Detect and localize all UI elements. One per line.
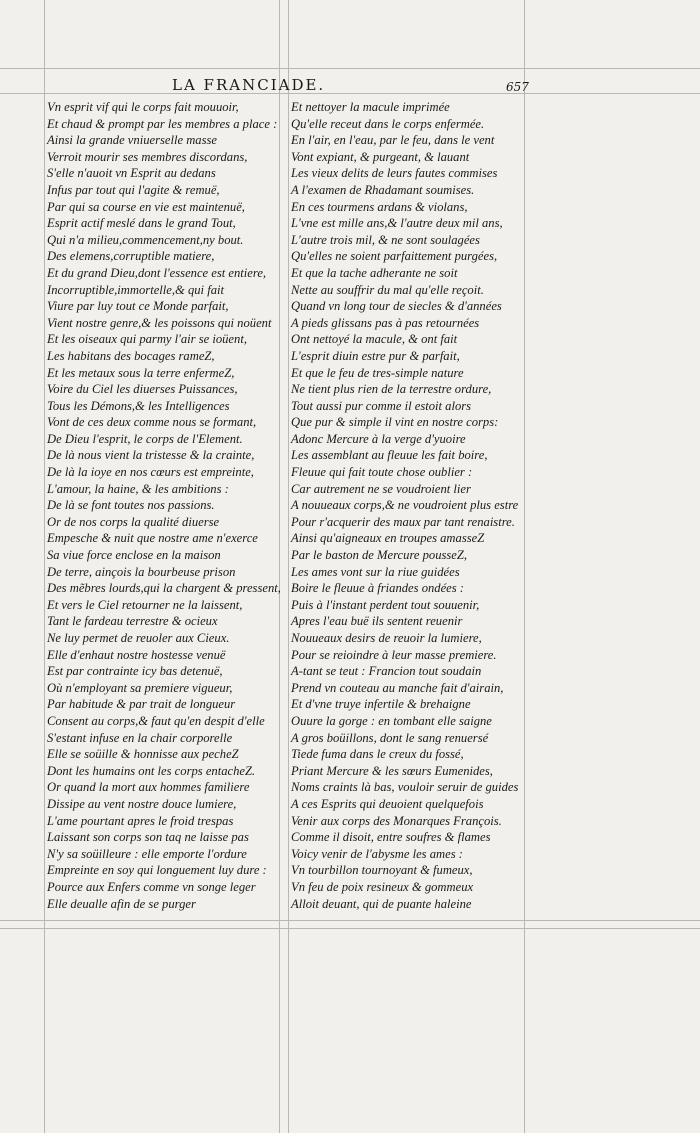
verse-line: A pieds glissans pas à pas retournées — [291, 315, 480, 330]
verse-line: A ces Esprits qui deuoient quelquefois — [291, 796, 484, 811]
verse-line: Alloit deuant, qui de puante haleine — [291, 896, 472, 911]
verse-line: A l'examen de Rhadamant soumises. — [291, 182, 475, 197]
verse-line: Comme il disoit, entre soufres & flames — [291, 830, 491, 845]
verse-line: Et que la tache adherante ne soit — [291, 265, 458, 280]
verse-line: Nouueaux desirs de reuoir la lumiere, — [291, 631, 482, 645]
verse-line: Quand vn long tour de siecles & d'années — [291, 299, 502, 314]
verse-line: Infus par tout qui l'agite & remuë, — [47, 182, 220, 197]
verse-line: Priant Mercure & les sœurs Eumenides, — [291, 763, 493, 778]
verse-line: Tout aussi pur comme il estoit alors — [291, 398, 472, 413]
verse-line: N'y sa soüilleure : elle emporte l'ordure — [47, 846, 247, 861]
verse-line: Empesche & nuit que nostre ame n'exerce — [47, 531, 258, 546]
verse-line: Qui n'a milieu,commencement,ny bout. — [47, 232, 244, 247]
verse-line: S'estant infuse en la chair corporelle — [47, 730, 233, 745]
verse-line: Sa viue force enclose en la maison — [47, 548, 221, 563]
verse-line: Adonc Mercure à la verge d'yuoire — [291, 431, 466, 446]
verse-line: Elle se soüille & honnisse aux pecheZ — [47, 747, 239, 762]
verse-line: L'autre trois mil, & ne sont soulagées — [291, 232, 480, 247]
verse-line: Où n'employant sa premiere vigueur, — [47, 680, 233, 695]
verse-line: Par habitude & par trait de longueur — [47, 697, 236, 712]
verse-line: Tiede fuma dans le creux du fossé, — [291, 747, 464, 762]
margin-rule-left — [44, 0, 45, 1133]
verse-line: Vn tourbillon tournoyant & fumeux, — [291, 863, 473, 878]
verse-line: Et du grand Dieu,dont l'essence est entiere, — [47, 265, 267, 280]
verse-line: Des elemens,corruptible matiere, — [47, 249, 215, 264]
verse-line: A nouueaux corps,& ne voudroient plus estre — [291, 498, 519, 513]
verse-line: Qu'elle receut dans le corps enfermée. — [291, 116, 485, 131]
verse-line: Et que le feu de tres-simple nature — [291, 365, 464, 380]
verse-line: Vont de ces deux comme nous se formant, — [47, 415, 257, 430]
verse-line: Est par contrainte icy bas detenuë, — [47, 664, 223, 679]
verse-line: Les assemblant au fleuue les fait boire, — [291, 448, 488, 463]
margin-rule-right — [524, 0, 525, 1133]
verse-line: Ne tient plus rien de la terrestre ordure, — [291, 382, 492, 397]
verse-line: Tous les Démons,& les Intelligences — [47, 398, 230, 413]
verse-line: Voire du Ciel les diuerses Puissances, — [47, 382, 238, 397]
verse-line: Ont nettoyé la macule, & ont fait — [291, 332, 458, 347]
verse-line: Elle d'enhaut nostre hostesse venuë — [47, 647, 226, 662]
verse-line: De terre, ainçois la bourbeuse prison — [47, 564, 236, 579]
verse-column-right — [291, 99, 518, 912]
verse-line: De Dieu l'esprit, le corps de l'Element. — [47, 431, 243, 446]
verse-line: Pour se reioindre à leur masse premiere. — [291, 647, 497, 662]
verse-line: Et vers le Ciel retourner ne la laissent, — [47, 597, 243, 612]
verse-line: Ne luy permet de reuoler aux Cieux. — [47, 631, 230, 645]
verse-line: Incorruptible,immortelle,& qui fait — [47, 282, 224, 297]
verse-line: Viure par luy tout ce Monde parfait, — [47, 299, 229, 314]
verse-line: L'ame pourtant apres le froid trespas — [47, 813, 234, 828]
verse-line: Elle deualle afin de se purger — [47, 896, 196, 911]
verse-line: Pour r'acquerir des maux par tant renaistre. — [291, 514, 515, 529]
verse-line: Que pur & simple il vint en nostre corps: — [291, 415, 499, 430]
verse-line: En l'air, en l'eau, par le feu, dans le vent — [291, 133, 495, 148]
verse-line: Or de nos corps la qualité diuerse — [47, 514, 220, 529]
page-number: 657 — [506, 80, 529, 94]
verse-line: Et chaud & prompt par les membres a place : — [47, 116, 278, 131]
verse-line: Par qui sa course en vie est maintenuë, — [47, 199, 245, 214]
verse-line: Et d'vne truye infertile & brehaigne — [291, 697, 471, 712]
verse-line: A-tant se teut : Francion tout soudain — [291, 664, 482, 679]
verse-line: A gros boüillons, dont le sang renuersé — [291, 730, 489, 745]
verse-line: Prend vn couteau au manche fait d'airain, — [291, 680, 504, 695]
verse-line: Qu'elles ne soient parfaittement purgées, — [291, 249, 498, 264]
verse-line: Verroit mourir ses membres discordans, — [47, 149, 248, 164]
verse-line: S'elle n'auoit vn Esprit au dedans — [47, 166, 216, 181]
verse-line: Tant le fardeau terrestre & ocieux — [47, 614, 218, 629]
verse-line: Puis à l'instant perdent tout souuenir, — [291, 597, 480, 612]
verse-line: Ainsi qu'aigneaux en troupes amasseZ — [291, 531, 485, 546]
verse-line: Dont les humains ont les corps entacheZ. — [47, 763, 256, 778]
verse-line: Vient nostre genre,& les poissons qui noüent — [47, 315, 272, 330]
verse-line: Par le baston de Mercure pousseZ, — [291, 548, 468, 563]
verse-line: Et les metaux sous la terre enfermeZ, — [47, 365, 235, 380]
verse-line: En ces tourmens ardans & violans, — [291, 199, 468, 214]
verse-line: Ainsi la grande vniuerselle masse — [47, 133, 217, 148]
running-title: LA FRANCIADE. — [172, 76, 326, 94]
verse-line: De là la ioye en nos cœurs est empreinte, — [47, 465, 254, 480]
verse-column-left — [47, 99, 281, 912]
verse-line: Pource aux Enfers comme vn songe leger — [47, 879, 256, 894]
verse-line: Vont expiant, & purgeant, & lauant — [291, 149, 470, 164]
verse-line: Venir aux corps des Monarques François. — [291, 813, 502, 828]
column-rule-right — [288, 0, 289, 1133]
verse-line: Laissant son corps son taq ne laisse pas — [47, 830, 249, 845]
verse-line: Apres l'eau buë ils sentent reuenir — [291, 614, 463, 629]
verse-line: Or quand la mort aux hommes familiere — [47, 780, 250, 795]
verse-line: Esprit actif meslé dans le grand Tout, — [47, 216, 236, 231]
verse-line: Nette au souffrir du mal qu'elle reçoit. — [291, 282, 484, 297]
verse-line: Et les oiseaux qui parmy l'air se ioüent, — [47, 332, 247, 347]
verse-line: Dissipe au vent nostre douce lumiere, — [47, 796, 237, 811]
verse-line: Des mẽbres lourds,qui la chargent & pressent, — [47, 581, 281, 596]
header-rule-top — [0, 68, 700, 69]
verse-line: Consent au corps,& faut qu'en despit d'elle — [47, 713, 265, 728]
verse-line: De là nous vient la tristesse & la crainte, — [47, 448, 255, 463]
verse-line: Car autrement ne se voudroient lier — [291, 481, 471, 496]
verse-line: Fleuue qui fait toute chose oublier : — [291, 465, 473, 480]
verse-line: Ouure la gorge : en tombant elle saigne — [291, 713, 492, 728]
verse-line: De là se font toutes nos passions. — [47, 498, 215, 513]
verse-line: Les vieux delits de leurs fautes commises — [291, 166, 498, 181]
footer-rule-bottom — [0, 928, 700, 929]
verse-line: Noms craints là bas, vouloir seruir de guides — [291, 780, 519, 795]
verse-line: L'vne est mille ans,& l'autre deux mil ans, — [291, 216, 503, 231]
verse-line: L'amour, la haine, & les ambitions : — [47, 481, 229, 496]
footer-rule-top — [0, 920, 700, 921]
verse-line: Et nettoyer la macule imprimée — [291, 100, 450, 114]
verse-line: L'esprit diuin estre pur & parfait, — [291, 348, 460, 363]
verse-line: Les ames vont sur la riue guidées — [291, 564, 460, 579]
verse-line: Voicy venir de l'abysme les ames : — [291, 846, 463, 861]
verse-line: Les habitans des bocages rameZ, — [47, 348, 215, 363]
verse-line: Empreinte en soy qui longuement luy dure : — [47, 863, 267, 878]
verse-line: Boire le fleuue à friandes ondées : — [291, 581, 465, 596]
header-rule-bottom — [0, 93, 700, 94]
verse-line: Vn esprit vif qui le corps fait mouuoir, — [47, 100, 239, 114]
verse-line: Vn feu de poix resineux & gommeux — [291, 879, 474, 894]
